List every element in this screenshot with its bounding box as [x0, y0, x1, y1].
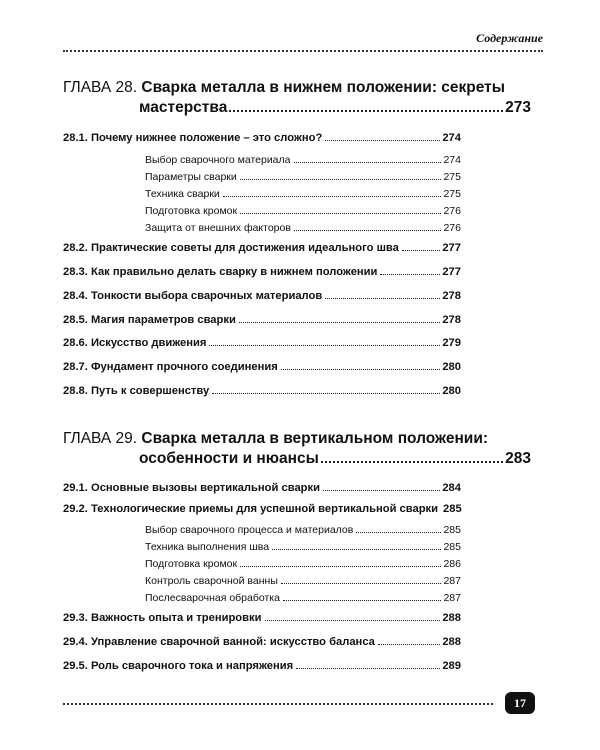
subsection-label: Послесварочная обработка [145, 592, 280, 604]
header-title: Содержание [476, 31, 543, 45]
section-label: 28.4. Тонкости выбора сварочных материалов [63, 290, 323, 302]
chapter-heading-28[interactable] [63, 78, 531, 117]
header-divider [63, 50, 543, 52]
section-page: 278 [442, 314, 461, 326]
section-page: 274 [442, 132, 461, 144]
section-label: 28.2. Практические советы для достижения идеального шва [63, 242, 399, 254]
section-page: 288 [442, 612, 461, 624]
dot-leader [402, 250, 440, 251]
chapter-title: Сварка металла в вертикальном положении: [141, 430, 489, 447]
subsection-page: 275 [443, 171, 461, 183]
subsection-page: 274 [443, 154, 461, 166]
dot-leader [380, 274, 440, 275]
section-label: 29.3. Важность опыта и тренировки [63, 612, 262, 624]
toc-section-29-4[interactable] [63, 636, 461, 648]
subsection-page: 276 [443, 205, 461, 217]
chapter-title-cont: мастерства [139, 99, 228, 116]
chapter-title-line2 [139, 449, 531, 468]
toc-section-28-2[interactable] [63, 242, 461, 254]
chapter-prefix: ГЛАВА 29. [63, 430, 138, 447]
dot-leader [323, 490, 440, 491]
dot-leader [239, 322, 440, 323]
section-page: 278 [442, 290, 461, 302]
dot-leader [265, 620, 441, 621]
section-page: 280 [442, 385, 461, 397]
section-label: 28.8. Путь к совершенству [63, 385, 210, 397]
toc-subsection[interactable] [145, 558, 461, 570]
toc-subsection[interactable] [145, 541, 461, 553]
subsection-label: Выбор сварочного процесса и материалов [145, 524, 354, 536]
dot-leader [281, 583, 442, 584]
toc-section-28-3[interactable] [63, 266, 461, 278]
section-label: 28.1. Почему нижнее положение – это сложно? [63, 132, 323, 144]
section-label: 28.3. Как правильно делать сварку в нижнем положении [63, 266, 378, 278]
dot-leader [223, 196, 442, 197]
section-page: 277 [442, 266, 461, 278]
subsection-page: 285 [443, 524, 461, 536]
subsection-label: Параметры сварки [145, 171, 237, 183]
toc-section-28-5[interactable] [63, 314, 461, 326]
subsection-label: Техника сварки [145, 188, 220, 200]
toc-section-28-1[interactable] [63, 132, 461, 144]
subsection-label: Техника выполнения шва [145, 541, 270, 553]
toc-section-29-3[interactable] [63, 612, 461, 624]
dot-leader [294, 162, 442, 163]
dot-leader [294, 230, 442, 231]
section-page: 279 [442, 337, 461, 349]
section-label: 29.1. Основные вызовы вертикальной сварки [63, 482, 320, 494]
dot-leader [321, 461, 503, 463]
subsection-page: 276 [443, 222, 461, 234]
toc-subsection[interactable] [145, 154, 461, 166]
chapter-title: Сварка металла в нижнем положении: секреты [141, 79, 505, 96]
chapter-title-line1 [63, 429, 531, 448]
toc-subsection[interactable] [145, 188, 461, 200]
chapter-page: 283 [505, 450, 531, 467]
dot-leader [296, 668, 440, 669]
section-page: 289 [442, 660, 461, 672]
chapter-page: 273 [505, 99, 531, 116]
page-footer [63, 690, 543, 720]
dot-leader [229, 110, 503, 112]
page-header [63, 27, 543, 57]
subsection-page: 287 [443, 592, 461, 604]
toc-subsection[interactable] [145, 524, 461, 536]
subsection-label: Выбор сварочного материала [145, 154, 291, 166]
toc-subsection[interactable] [145, 205, 461, 217]
section-label: 29.4. Управление сварочной ванной: искусство баланса [63, 636, 375, 648]
subsection-page: 286 [443, 558, 461, 570]
toc-subsection[interactable] [145, 222, 461, 234]
section-page: 284 [442, 482, 461, 494]
subsection-page: 287 [443, 575, 461, 587]
dot-leader [240, 179, 442, 180]
dot-leader [209, 345, 440, 346]
dot-leader [325, 140, 440, 141]
page-number-badge: 17 [505, 692, 535, 714]
subsection-label: Подготовка кромок [145, 205, 238, 217]
section-label: 28.5. Магия параметров сварки [63, 314, 236, 326]
toc-section-29-2[interactable] [63, 503, 461, 515]
toc-section-29-1[interactable] [63, 482, 461, 494]
toc-section-28-6[interactable] [63, 337, 461, 349]
section-page: 288 [442, 636, 461, 648]
dot-leader [281, 369, 441, 370]
chapter-heading-29[interactable] [63, 429, 531, 468]
chapter-prefix: ГЛАВА 28. [63, 79, 138, 96]
chapter-title-line2 [139, 98, 531, 117]
chapter-title-cont: особенности и нюансы [139, 450, 319, 467]
toc-section-28-8[interactable] [63, 385, 461, 397]
section-page: 280 [442, 361, 461, 373]
toc-section-28-4[interactable] [63, 290, 461, 302]
dot-leader [356, 532, 441, 533]
dot-leader [240, 566, 441, 567]
subsection-label: Контроль сварочной ванны [145, 575, 278, 587]
toc-section-29-5[interactable] [63, 660, 461, 672]
toc-subsection[interactable] [145, 592, 461, 604]
dot-leader [283, 600, 442, 601]
section-label: 29.2. Технологические приемы для успешной вертикальной сварки [63, 503, 439, 515]
footer-divider [63, 703, 493, 705]
section-label: 28.7. Фундамент прочного соединения [63, 361, 278, 373]
subsection-label: Защита от внешних факторов [145, 222, 291, 234]
section-page: 277 [442, 242, 461, 254]
section-label: 29.5. Роль сварочного тока и напряжения [63, 660, 294, 672]
toc-subsection[interactable] [145, 171, 461, 183]
dot-leader [378, 644, 440, 645]
section-label: 28.6. Искусство движения [63, 337, 207, 349]
dot-leader [212, 393, 440, 394]
section-page: 285 [443, 503, 462, 515]
dot-leader [325, 298, 440, 299]
subsection-page: 275 [443, 188, 461, 200]
toc-subsection[interactable] [145, 575, 461, 587]
dot-leader [240, 213, 441, 214]
subsection-page: 285 [443, 541, 461, 553]
dot-leader [272, 549, 441, 550]
subsection-label: Подготовка кромок [145, 558, 238, 570]
toc-section-28-7[interactable] [63, 361, 461, 373]
chapter-title-line1 [63, 78, 531, 97]
